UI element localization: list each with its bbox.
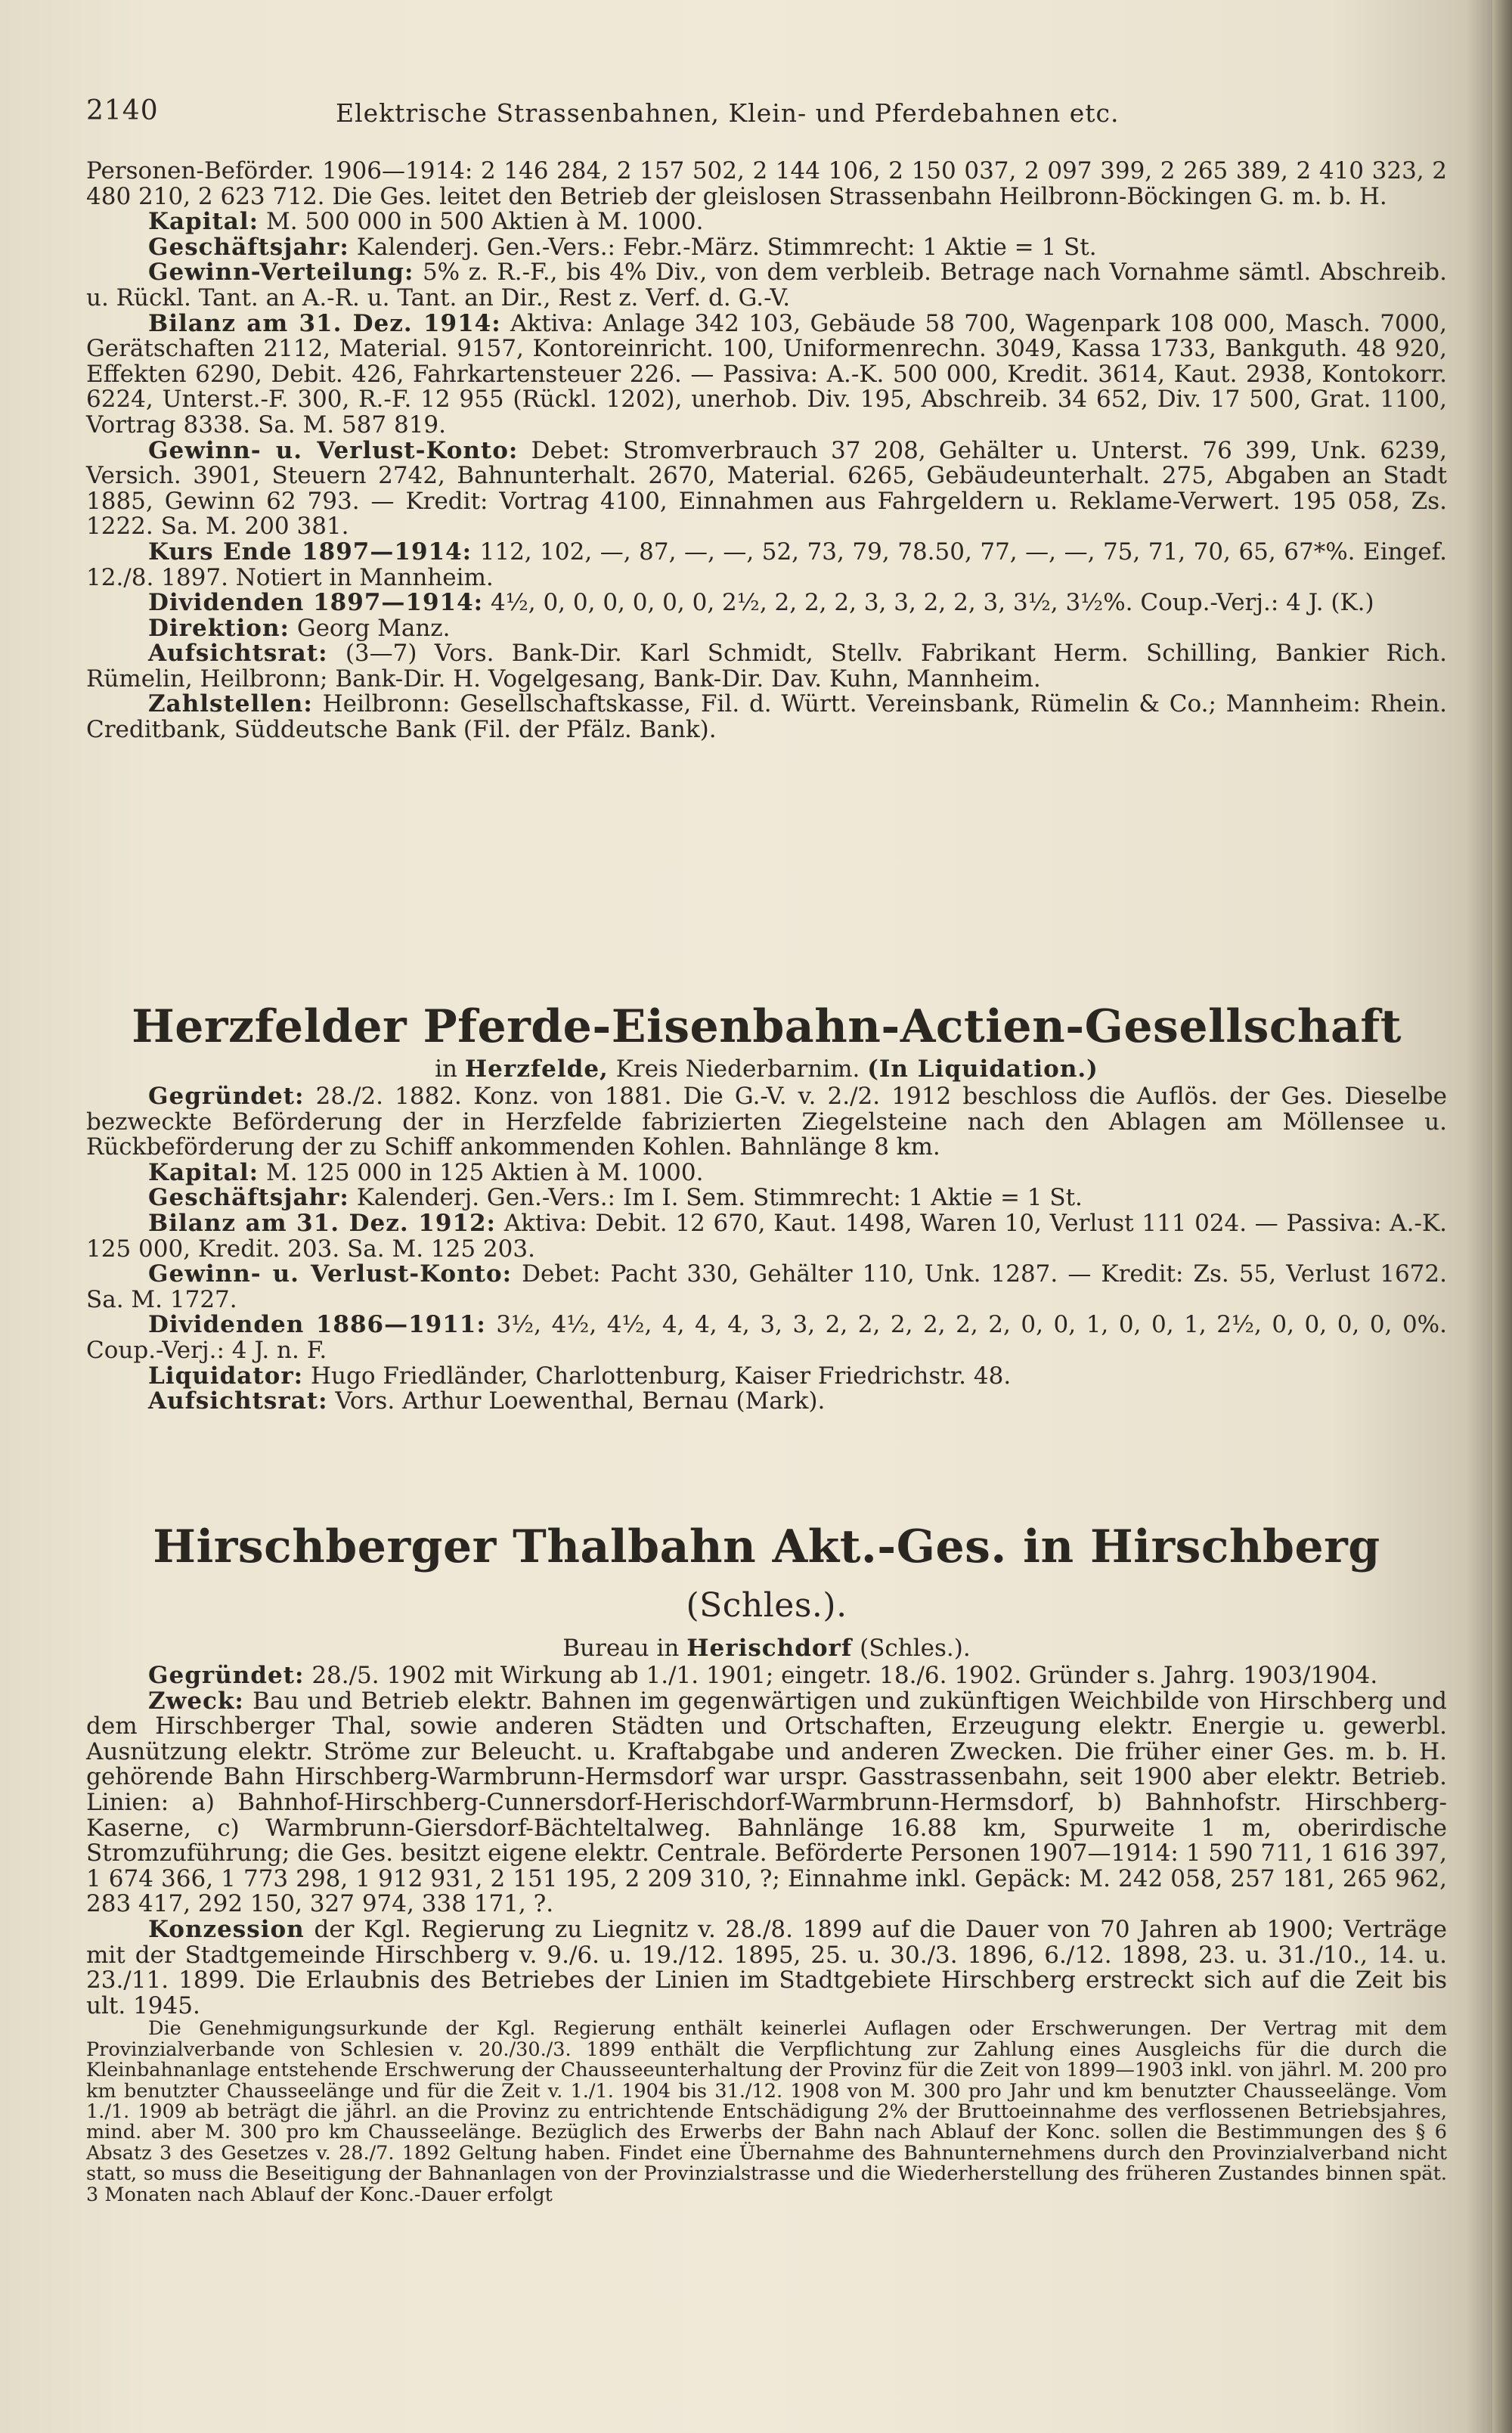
running-header [86,95,1447,133]
paragraph [86,235,1447,261]
paragraph [86,1689,1447,1917]
paragraph [86,616,1447,642]
paragraph [86,540,1447,590]
paragraph [86,1186,1447,1211]
small-print-note: Die Genehmigungsurkunde der Kgl. Regierung enthält keinerlei Auflagen oder Erschwerungen. Der Vertrag mit dem Provinzialverbande von Schlesien v. 20./30./3. 1899 enthält die Verpflichtung zur Zahlung eines Ausgleichs für die durch die Kleinbahnanlage entstehende Erschwerung der Chausseeunterhaltung der Provinz für die Zeit von 1899—1903 inkl. von jährl. M. 200 pro km benutzter Chausseelänge und für die Zeit v. 1./1. 1904 bis 31./12. 1908 von M. 300 pro Jahr und km benutzter Chausseelänge. Vom 1./1. 1909 ab beträgt die jährl. an die Provinz zu entrichtende Entschädigung 2% der Bruttoeinnahme des verflossenen Betriebsjahres, mind. aber M. 300 pro km Chausseelänge. Bezüglich des Erwerbs der Bahn nach Ablauf der Konc. sollen die Bestimmungen des § 6 Absatz 3 des Gesetzes v. 28./7. 1892 Geltung haben. Findet eine Übernahme des Bahnunternehmens durch den Provinzialverband nicht statt, so muss die Beseitigung der Bahnanlagen von der Provinzialstrasse und die Wiederherstellung des früheren Zustandes binnen spät. 3 Monaten nach Ablauf der Konc.-Dauer erfolgt [86,2017,1447,2206]
paragraph [86,1389,1447,1415]
subtitle-place: Herischdorf [686,1635,853,1662]
liquidation-status: (In Liquidation.) [867,1055,1098,1083]
paragraph-label: Kapital: [148,208,259,236]
section-herzfelder [86,1000,1447,1415]
paragraph [86,1262,1447,1313]
paragraph [86,590,1447,616]
paragraph-label: Bilanz am 31. Dez. 1914: [148,309,501,337]
paragraph-label: Gewinn- u. Verlust-Konto: [148,436,519,464]
paragraph-label: Aufsichtsrat: [148,640,328,668]
paragraph [86,311,1447,439]
subtitle-prefix: Bureau in [562,1635,680,1662]
paragraph [86,209,1447,235]
paragraph-label: Kurs Ende 1897—1914: [148,538,472,566]
paragraph-label: Liquidator: [148,1362,304,1390]
paragraph-text: M. 125 000 in 125 Aktien à M. 1000. [265,1158,704,1186]
paragraph [86,692,1447,742]
section-heilbronn-continuation [86,159,1447,743]
paragraph-label: Kapital: [148,1158,259,1186]
paragraph-text: Bau und Betrieb elektr. Bahnen im gegenwärtigen und zukünftigen Weichbilde von Hirschberg und dem Hirschberger Thal, sowie anderen Städten und Ortschaften, Erzeugung elektr. Energie u. gewerbl. Ausnützung elektr. Ströme zur Beleucht. u. Kraftabgabe und anderen Zwecken. Die früher einer Ges. m. b. H. gehörende Bahn Hirschberg-Warmbrunn-Hermsdorf war urspr. Gasstrassenbahn, seit 1900 aber elektr. Betrieb. Linien: a) Bahnhof-Hirschberg-Cunnersdorf-Herischdorf-Warmbrunn-Hermsdorf, b) Bahnhofstr. Hirschberg-Kaserne, c) Warmbrunn-Giersdorf-Bächteltalweg. Bahnlänge 16.88 km, Spurweite 1 m, oberirdische Stromzuführung; die Ges. besitzt eigene elektr. Centrale. Beförderte Personen 1907—1914: 1 590 711, 1 616 397, 1 674 366, 1 773 298, 1 912 931, 2 151 195, 2 209 310, ?; Einnahme inkl. Gepäck: M. 242 058, 257 181, 265 962, 283 417, 292 150, 327 974, 338 171, ?. [86,1687,1448,1918]
paragraph-label: Dividenden 1897—1914: [148,589,484,617]
paragraph-label: Zahlstellen: [148,690,313,718]
paragraph [86,436,1447,541]
section-hirschberger-thalbahn [86,1520,1447,2205]
paragraph-label: Gewinn- u. Verlust-Konto: [148,1260,513,1288]
running-title: Elektrische Strassenbahnen, Klein- und Pferdebahnen etc. [336,98,1120,128]
subtitle-place: Herzfelde, [464,1055,609,1083]
company-title-main: Hirschberger Thalbahn Akt.-Ges. in Hirschberg [153,1520,1380,1573]
paragraph-text: M. 500 000 in 500 Aktien à M. 1000. [265,208,704,236]
paragraph-label: Dividenden 1886—1911: [148,1311,486,1339]
subtitle-prefix: in [435,1055,458,1083]
paragraph-text: Hugo Friedländer, Charlottenburg, Kaiser Friedrichstr. 48. [310,1362,1012,1390]
company-title-suffix: (Schles.). [686,1586,847,1625]
paragraph-text: Georg Manz. [296,614,451,642]
paragraph [86,260,1447,311]
passenger-figures-text: Personen-Beförder. 1906—1914: 2 146 284, 2 157 502, 2 144 106, 2 150 037, 2 097 399, 2 265 389, 2 410 323, 2 480 210, 2 623 712. Die Ges. leitet den Betrieb der gleislosen Strassenbahn Heilbronn-Böckingen G. m. b. H. [86,157,1447,210]
paragraph [86,641,1447,692]
paragraph-text: 28./2. 1882. Konz. von 1881. Die G.-V. v. 2./2. 1912 beschloss die Auflös. der Ges. Dieselbe bezweckte Beförderung der in Herzfelde fabrizierten Ziegelsteine nach den Ablagen am Möllensee u. Rückbeförderung der zu Schiff ankommenden Kohlen. Bahnlänge 8 km. [86,1083,1447,1161]
paragraph-label: Geschäftsjahr: [148,1184,349,1212]
paragraph-label: Gegründet: [148,1662,305,1689]
company-title: Herzfelder Pferde-Eisenbahn-Actien-Gesellschaft [132,1000,1402,1053]
paragraph-text: Debet: Pacht 330, Gehälter 110, Unk. 1287. — Kredit: Zs. 55, Verlust 1672. Sa. M. 1727. [86,1260,1447,1313]
paragraph [86,159,1447,209]
subtitle-suffix: (Schles.). [860,1635,971,1662]
paragraph [86,1158,1447,1186]
paragraph-label: Gewinn-Verteilung: [148,259,414,287]
paragraph-text: 3½, 4½, 4½, 4, 4, 4, 3, 3, 2, 2, 2, 2, 2, 2, 0, 0, 1, 0, 0, 1, 2½, 0, 0, 0, 0, 0%. Coup.-Verj.: 4 J. n. F. [86,1311,1447,1364]
paragraph-label: Bilanz am 31. Dez. 1912: [148,1209,497,1237]
company-subtitle [86,1633,1447,1663]
paragraph [86,1211,1447,1262]
paragraph-label: Gegründet: [148,1083,305,1110]
paragraph-label: Direktion: [148,614,290,642]
paragraph-text: Vors. Arthur Loewenthal, Bernau (Mark). [335,1387,826,1415]
page-edge [1492,0,1512,2433]
paragraph [86,1663,1447,1689]
page-number: 2140 [86,95,159,126]
paragraph [86,1313,1447,1363]
paragraph-text: Kalenderj. Gen.-Vers.: Im I. Sem. Stimmrecht: 1 Aktie = 1 St. [356,1184,1083,1212]
paragraph-label: Zweck: [148,1687,244,1715]
paragraph-label: Konzession [148,1915,305,1943]
paragraph-text: Aktiva: Debit. 12 670, Kaut. 1498, Waren 10, Verlust 111 024. — Passiva: A.-K. 125 000, Kredit. 203. Sa. M. 125 203. [86,1209,1447,1263]
paragraph-text: Heilbronn: Gesellschaftskasse, Fil. d. Württ. Vereinsbank, Rümelin & Co.; Mannheim: Rhein. Creditbank, Süddeutsche Bank (Fil. der Pfälz. Bank). [86,690,1448,744]
paragraph [86,1364,1447,1390]
paragraph [86,1917,1447,2019]
paragraph-text: (3—7) Vors. Bank-Dir. Karl Schmidt, Stellv. Fabrikant Herm. Schilling, Bankier Rich. Rümelin, Heilbronn; Bank-Dir. H. Vogelgesang, Bank-Dir. Dav. Kuhn, Mannheim. [86,640,1447,693]
paragraph-text: Debet: Stromverbrauch 37 208, Gehälter u. Unterst. 76 399, Unk. 6239, Versich. 3901, Steuern 2742, Bahnunterhalt. 2670, Material. 6265, Gebäudeunterhalt. 275, Abgaben an Stadt 1885, Gewinn 62 793. — Kredit: Vortrag 4100, Einnahmen aus Fahrgeldern u. Reklame-Verwert. 195 058, Zs. 1222. Sa. M. 200 381. [86,436,1447,541]
paragraph-text: 28./5. 1902 mit Wirkung ab 1./1. 1901; eingetr. 18./6. 1902. Gründer s. Jahrg. 1903/1904. [311,1662,1378,1689]
paragraph-text: der Kgl. Regierung zu Liegnitz v. 28./8. 1899 auf die Dauer von 70 Jahren ab 1900; Verträge mit der Stadtgemeinde Hirschberg v. 9./6. u. 19./12. 1895, 25. u. 30./3. 1896, 6./12. 1898, 23. u. 31./10., 14. u. 23./11. 1899. Die Erlaubnis des Betriebes der Linien im Stadtgebiete Hirschberg erstreckt sich auf die Zeit bis ult. 1945. [86,1915,1447,2019]
company-subtitle [86,1054,1447,1084]
paragraph [86,1084,1447,1161]
subtitle-district: Kreis Niederbarnim. [615,1055,860,1083]
paragraph-text: 112, 102, —, 87, —, —, 52, 73, 79, 78.50, 77, —, —, 75, 71, 70, 65, 67*%. Eingef. 12./8. 1897. Notiert in Mannheim. [86,538,1447,591]
paragraph-text: Kalenderj. Gen.-Vers.: Febr.-März. Stimmrecht: 1 Aktie = 1 St. [356,233,1097,261]
paragraph-text: Aktiva: Anlage 342 103, Gebäude 58 700, Wagenpark 108 000, Masch. 7000, Gerätschaften 2112, Material. 9157, Kontoreinricht. 100, Uniformenrechn. 3049, Kassa 1733, Bankguth. 48 920, Effekten 6290, Debit. 426, Fahrkartensteuer 226. — Passiva: A.-K. 500 000, Kredit. 3614, Kaut. 2938, Kontokorr. 6224, Unterst.-F. 300, R.-F. 12 955 (Rückl. 1202), unerhob. Div. 195, Abschreib. 34 652, Div. 17 500, Grat. 1100, Vortrag 8338. Sa. M. 587 819. [86,309,1448,439]
company-title [86,1520,1447,1633]
paragraph-text: 4½, 0, 0, 0, 0, 0, 0, 2½, 2, 2, 2, 3, 3, 2, 2, 3, 3½, 3½%. Coup.-Verj.: 4 J. (K.) [490,589,1374,617]
paragraph-label: Aufsichtsrat: [148,1387,328,1415]
paragraph-label: Geschäftsjahr: [148,233,349,261]
paragraph-text: 5% z. R.-F., bis 4% Div., von dem verbleib. Betrage nach Vornahme sämtl. Abschreib. u. Rückl. Tant. an A.-R. u. Tant. an Dir., Rest z. Verf. d. G.-V. [86,259,1447,311]
